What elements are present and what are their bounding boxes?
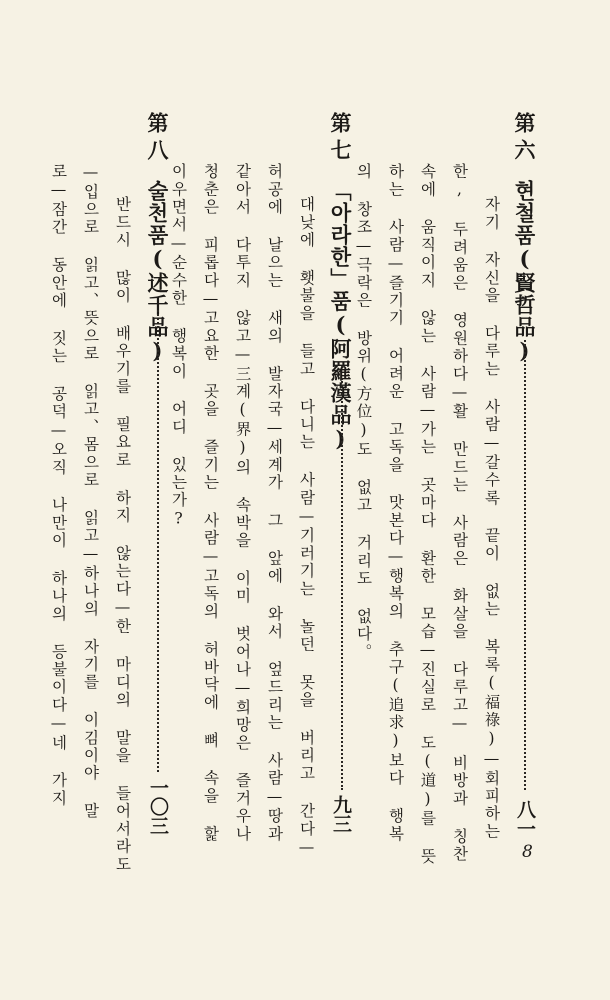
- page-ref-6: 八一: [514, 800, 536, 838]
- summary-line: 속에 움직이지 않는 사람—가는 곳마다 환한 모습—진실로 도(道)를 뜻: [418, 163, 437, 866]
- summary-line: 이우면서—순수한 행복이 어디 있는가?: [169, 163, 188, 530]
- summary-line: 청춘은 피롭다—고요한 곳을 즐기는 사람—고독의 허바닥에 뼈 속을 핥: [201, 163, 220, 843]
- page-ref-8: 一〇三: [147, 778, 169, 835]
- chapter-number-7: 第七: [328, 112, 353, 166]
- section-title-6: 현철품(賢哲品): [512, 180, 537, 364]
- section-title-7: 「아라한」품(阿羅漢品): [328, 180, 353, 452]
- summary-line: 반드시 많이 배우기를 필요로 하지 않는다—한 마디의 말을 들어서라도: [113, 196, 132, 874]
- summary-line: —입으로 읽고、뜻으로 읽고、몸으로 읽고—하나의 자기를 이김이야 말: [81, 163, 100, 821]
- summary-line: 자기 자신을 다루는 사람—갈수록 끝이 없는 복록(福祿)—회피하는: [482, 196, 501, 841]
- chapter-number-6: 第六: [512, 112, 537, 166]
- summary-line: 허공에 날으는 새의 발자국—세계가 그 앞에 와서 엎드리는 사람—땅과: [265, 163, 284, 843]
- dot-leader-6: [524, 340, 526, 790]
- dot-leader-8: [157, 310, 159, 772]
- summary-line: 의 창조—극락은 방위(方位)도 없고 거리도 없다。: [354, 163, 373, 661]
- summary-line: 하는 사람—즐기기 어려운 고독을 맛본다—행복의 추구(追求)보다 행복: [386, 163, 405, 843]
- summary-line: 같아서 다투지 않고—三계(界)의 속박을 이미 벗어나—희망은 즐거우나: [233, 163, 252, 843]
- chapter-number-8: 第八: [145, 112, 170, 166]
- summary-line: 한, 두려움은 영원하다—활 만드는 사람은 화살을 다루고— 비방과 칭찬: [450, 163, 469, 864]
- page-ref-7: 九三: [330, 795, 352, 833]
- summary-line: 로—잠간 동안에 짓는 공덕—오직 나만이 하나의 등불이다—네 가지: [49, 163, 68, 808]
- summary-line: 대낮에 횃불을 들고 다니는 사람—기러기는 놀던 못을 버리고 간다—: [297, 196, 316, 859]
- page-number: 8: [522, 842, 533, 862]
- dot-leader-7: [341, 378, 343, 790]
- section-title-8: 술천품(述千品): [145, 180, 170, 364]
